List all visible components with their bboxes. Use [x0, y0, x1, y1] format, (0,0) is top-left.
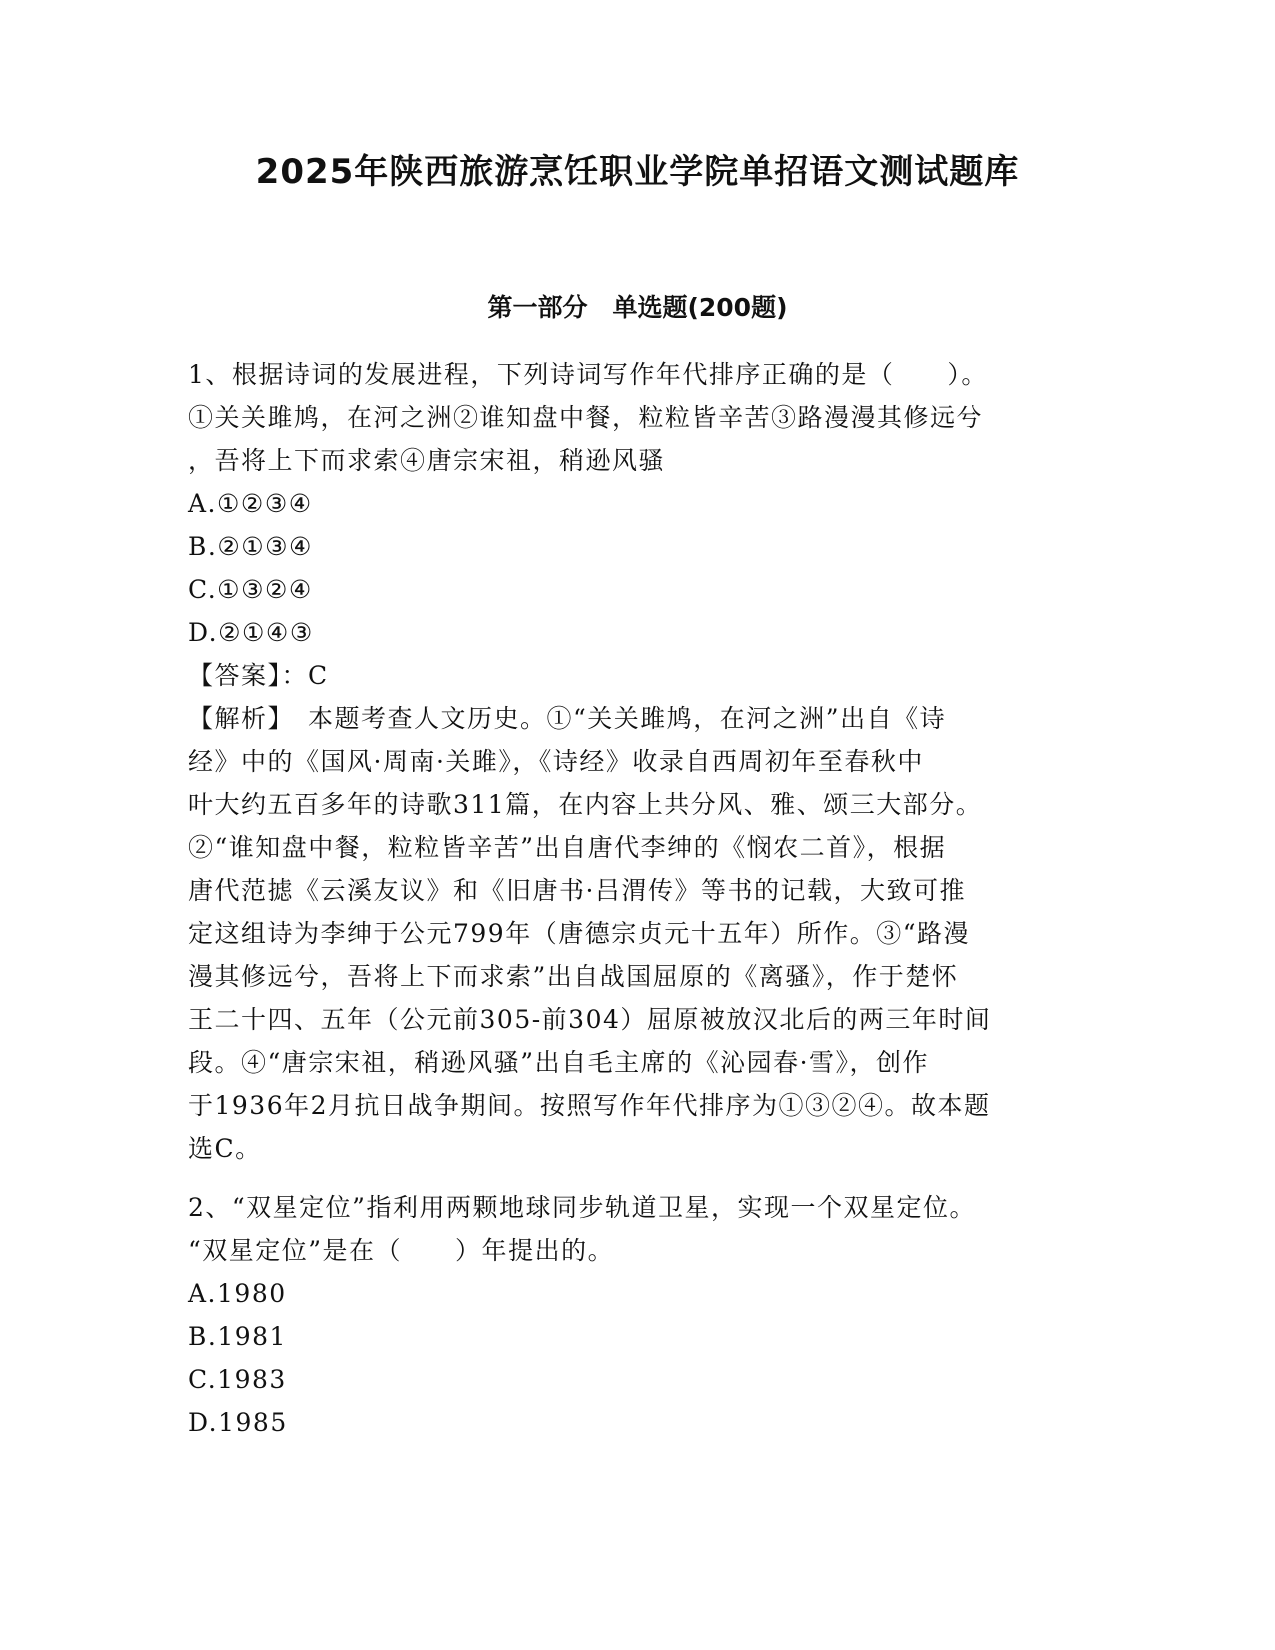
document-title: 2025年陕西旅游烹饪职业学院单招语文测试题库 [255, 152, 1020, 192]
analysis-line: 唐代范摅《云溪友议》和《旧唐书·吕渭传》等书的记载，大致可推 [188, 876, 966, 905]
answer-label: 【答案】： [188, 661, 309, 690]
analysis-line: 经》中的《国风·周南·关雎》，《诗经》收录自西周初年至春秋中 [188, 747, 924, 776]
question-list [188, 353, 1088, 1444]
analysis-line: 王二十四、五年（公元前305-前304）屈原被放汉北后的两三年时间 [188, 1005, 992, 1034]
question-stem-line: ①关关雎鸠，在河之洲②谁知盘中餐，粒粒皆辛苦③路漫漫其修远兮 [188, 403, 984, 432]
analysis-line: ②“谁知盘中餐，粒粒皆辛苦”出自唐代李绅的《悯农二首》，根据 [188, 833, 947, 862]
section-title: 第一部分 单选题(200题) [487, 293, 788, 322]
analysis-line: 段。④“唐宗宋祖，稍逊风骚”出自毛主席的《沁园春·雪》，创作 [188, 1048, 930, 1077]
question-stem-line: 1、根据诗词的发展进程，下列诗词写作年代排序正确的是（ ）。 [188, 360, 988, 389]
option-b: B.1981 [188, 1322, 287, 1351]
option-a: A.1980 [188, 1279, 287, 1308]
question-stem-line: “双星定位”是在（ ）年提出的。 [188, 1236, 615, 1265]
option-c: C.1983 [188, 1365, 287, 1394]
option-b: B.②①③④ [188, 532, 313, 561]
analysis-line: 定这组诗为李绅于公元799年（唐德宗贞元十五年）所作。③“路漫 [188, 919, 971, 948]
question-2 [188, 1186, 1088, 1444]
analysis-line: 漫其修远兮，吾将上下而求索”出自战国屈原的《离骚》，作于楚怀 [188, 962, 959, 991]
option-a: A.①②③④ [188, 489, 313, 518]
answer-line [188, 654, 1088, 697]
question-stem-line: 2、“双星定位”指利用两颗地球同步轨道卫星，实现一个双星定位。 [188, 1193, 976, 1222]
option-d: D.1985 [188, 1408, 288, 1437]
answer-value: C [308, 661, 329, 690]
analysis-line: 选C。 [188, 1134, 262, 1163]
analysis-line: 叶大约五百多年的诗歌311篇，在内容上共分风、雅、颂三大部分。 [188, 790, 983, 819]
analysis-line [188, 697, 1088, 740]
analysis-label: 【解析】 [188, 704, 282, 733]
question-stem-line: ，吾将上下而求索④唐宗宋祖，稍逊风骚 [188, 446, 666, 475]
option-d: D.②①④③ [188, 618, 314, 647]
analysis-text: 本题考查人文历史。①“关关雎鸠，在河之洲”出自《诗 [281, 704, 947, 733]
analysis-line: 于1936年2月抗日战争期间。按照写作年代排序为①③②④。故本题 [188, 1091, 991, 1120]
option-c: C.①③②④ [188, 575, 313, 604]
question-1 [188, 353, 1088, 1170]
